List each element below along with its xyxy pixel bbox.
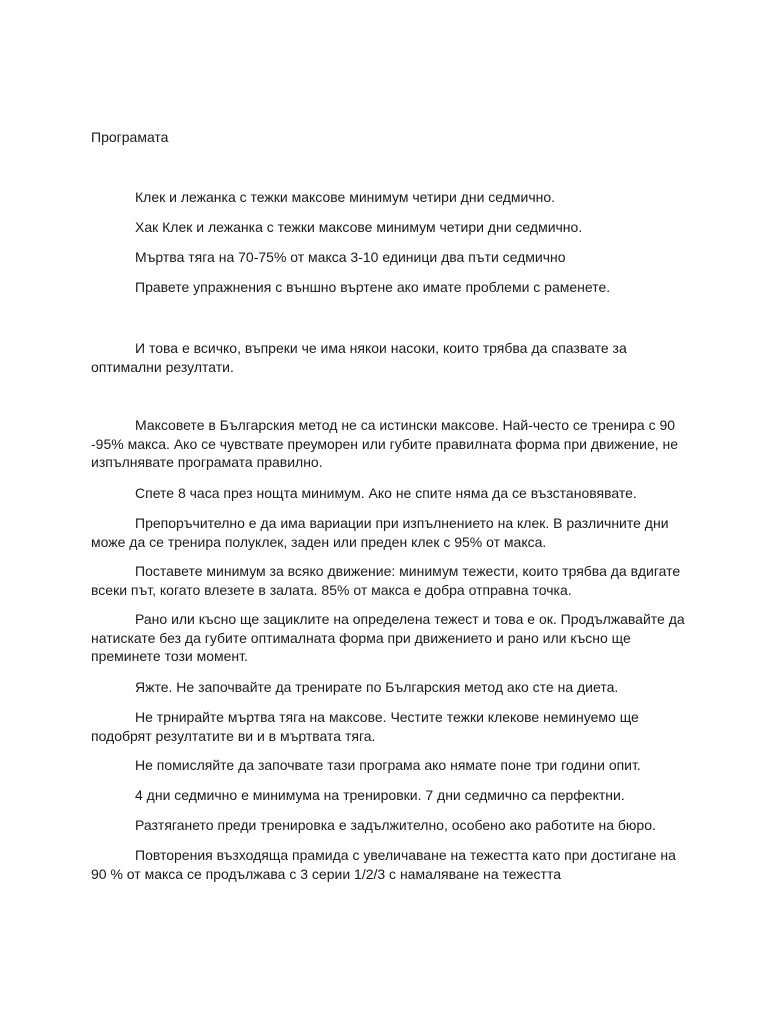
guideline-minimums: Поставете минимум за всяко движение: минимум тежести, които трябва да вдигате всеки път, когато влезете в залата. 85% от макса е добра отправна точка. — [91, 563, 681, 598]
guideline-squat-variations: Препоръчително е да има вариации при изпълнението на клек. В различните дни може да се тренира полуклек, заден или преден клек с 95% от макса. — [91, 515, 669, 550]
guideline-eat: Яжте. Не започвайте да тренирате по Българския метод ако сте на диета. — [135, 679, 619, 695]
guideline-plateau: Рано или късно ще зациклите на определена тежест и това е ок. Продължавайте да натискате без да губите оптималната форма при движението и рано или късно ще преминете този момент. — [91, 611, 685, 664]
guideline-maxes: Максовете в Българския метод не са истински максове. Най-често се тренира с 90 -95% макса. Ако се чувствате преуморен или губите правилната форма при движение, не изпълнявате програмата правилно. — [91, 417, 679, 470]
program-item-deadlift: Мъртва тяга на 70-75% от макса 3-10 единици два пъти седмично — [135, 249, 566, 265]
program-item-hack-squat-bench: Хак Клек и лежанка с тежки максове минимум четири дни седмично. — [135, 219, 583, 235]
guideline-sleep: Спете 8 часа през нощта минимум. Ако не спите няма да се възстановявате. — [135, 485, 637, 501]
guideline-experience: Не помисляйте да започвате тази програма ако нямате поне три години опит. — [135, 757, 641, 773]
program-item-external-rotation: Правете упражнения с външно въртене ако имате проблеми с раменете. — [135, 279, 611, 295]
guideline-frequency: 4 дни седмично е минимума на тренировки. 7 дни седмично са перфектни. — [135, 787, 625, 803]
guideline-stretching: Разтягането преди тренировка е задължително, особено ако работите на бюро. — [135, 817, 656, 833]
guideline-deadlift: Не трнирайте мъртва тяга на максове. Честите тежки клекове неминуемо ще подобрят резултатите ви и в мъртвата тяга. — [91, 709, 639, 744]
program-item-squat-bench: Клек и лежанка с тежки максове минимум четири дни седмично. — [135, 189, 556, 205]
intro-note: И това е всичко, въпреки че има някои насоки, които трябва да спазвате за оптимални резултати. — [91, 340, 627, 375]
guideline-pyramid: Повторения възходяща прамида с увеличаване на тежестта като при достигане на 90 % от макса се продължава с 3 серии 1/2/3 с намаляване на тежестта — [91, 847, 676, 882]
page-title: Програмата — [91, 129, 169, 145]
